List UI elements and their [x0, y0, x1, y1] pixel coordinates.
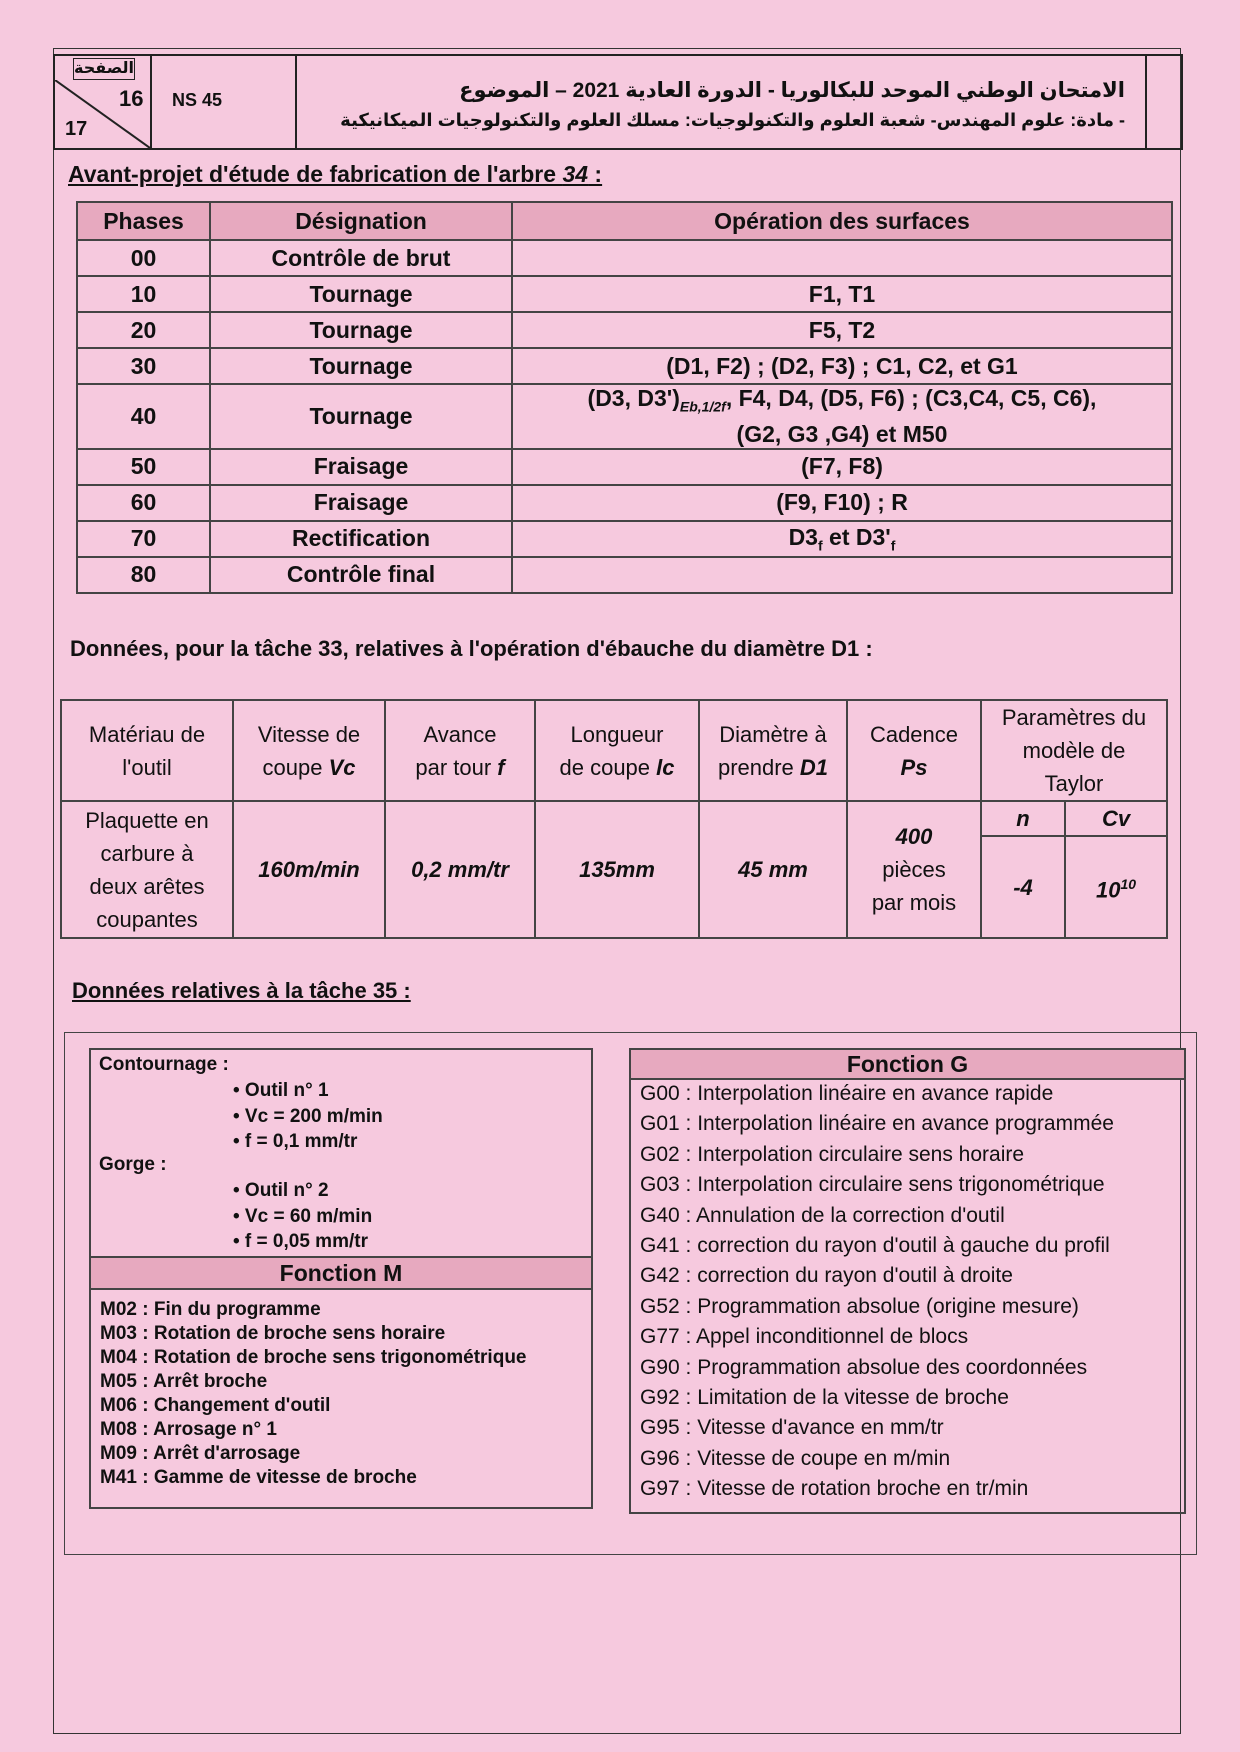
- designation-cell: Tournage: [210, 348, 512, 384]
- operation-text: et D3': [822, 523, 891, 550]
- phase-cell: 50: [77, 449, 210, 485]
- table-row: [77, 449, 1172, 485]
- list-item: G96 : Vitesse de coupe en m/min: [640, 1446, 951, 1470]
- page-number-cell: [55, 56, 152, 148]
- operation-cell: (F7, F8): [512, 449, 1172, 485]
- contournage-list: [233, 1078, 383, 1155]
- designation-cell: Contrôle final: [210, 557, 512, 593]
- col-header-cadence: [847, 700, 981, 801]
- m-codes-list: [100, 1298, 527, 1490]
- phases-table: [76, 201, 1173, 594]
- list-item: G00 : Interpolation linéaire en avance rapide: [640, 1082, 1054, 1105]
- col-header-designation: Désignation: [210, 202, 512, 240]
- table-row: [77, 384, 1172, 449]
- designation-cell: Fraisage: [210, 449, 512, 485]
- list-item: • Vc = 60 m/min: [233, 1205, 373, 1227]
- table-row: [77, 240, 1172, 276]
- list-item: G03 : Interpolation circulaire sens trigonométrique: [640, 1173, 1105, 1197]
- list-item: M05 : Arrêt broche: [100, 1371, 268, 1392]
- list-item: G90 : Programmation absolue des coordonnées: [640, 1355, 1088, 1379]
- exam-code-cell: [152, 56, 297, 148]
- gorge-list: [233, 1178, 372, 1255]
- value-text: 400: [895, 824, 933, 849]
- phase-cell: 10: [77, 276, 210, 312]
- operation-cell: (D1, F2) ; (D2, F3) ; C1, C2, et G1: [512, 348, 1172, 384]
- operation-text: (G2, G3 ,G4) et M50: [736, 420, 948, 447]
- operation-cell: F1, T1: [512, 276, 1172, 312]
- section1-heading: [68, 161, 602, 188]
- operation-cell: (F9, F10) ; R: [512, 485, 1172, 521]
- page-total: 17: [65, 118, 88, 140]
- ps-value: [847, 801, 981, 938]
- value-text: deux arêtes: [89, 873, 205, 899]
- value-text: par mois: [871, 890, 957, 915]
- operation-subscript: f: [817, 537, 823, 554]
- exam-title: الامتحان الوطني الموحد للبكالوريا - الدورة العادية 2021 – الموضوع: [459, 79, 1125, 102]
- table-row: [77, 557, 1172, 593]
- header-text: modèle de: [1022, 738, 1126, 763]
- header-text: Taylor: [1044, 771, 1104, 796]
- table-row: [77, 276, 1172, 312]
- fonction-g-title: Fonction G: [629, 1048, 1186, 1080]
- taylor-n-value: -4: [981, 836, 1065, 938]
- list-item: • Vc = 200 m/min: [233, 1105, 383, 1127]
- taylor-n-header: n: [981, 801, 1065, 836]
- value-text: coupantes: [96, 906, 198, 932]
- operation-cell: [512, 557, 1172, 593]
- col-header-taylor: [981, 700, 1167, 801]
- list-item: G97 : Vitesse de rotation broche en tr/min: [640, 1477, 1029, 1501]
- phase-cell: 80: [77, 557, 210, 593]
- header-text: par tour: [415, 754, 498, 780]
- designation-cell: Tournage: [210, 384, 512, 449]
- table-row: [61, 801, 1167, 836]
- phase-cell: 60: [77, 485, 210, 521]
- exam-header: [53, 54, 1183, 150]
- col-header-diametre: [699, 700, 847, 801]
- designation-cell: Contrôle de brut: [210, 240, 512, 276]
- header-symbol: f: [497, 754, 505, 780]
- section1-heading-text: Avant-projet d'étude de fabrication de l'arbre: [68, 161, 563, 187]
- operation-text: D3: [788, 523, 818, 550]
- lc-value: 135mm: [535, 801, 699, 938]
- list-item: M41 : Gamme de vitesse de broche: [100, 1467, 417, 1488]
- col-header-materiau: [61, 700, 233, 801]
- exam-subject: - مادة: علوم المهندس- شعبة العلوم والتكنولوجيات: مسلك العلوم والتكنولوجيات الميكانيكية: [340, 110, 1125, 130]
- operation-cell: [512, 521, 1172, 557]
- header-text: Cadence: [869, 721, 959, 747]
- list-item: G40 : Annulation de la correction d'outil: [640, 1203, 1005, 1227]
- list-item: M04 : Rotation de broche sens trigonométrique: [100, 1347, 527, 1368]
- table-row: [77, 312, 1172, 348]
- materiau-value: [61, 801, 233, 938]
- operation-subscript: f: [890, 537, 896, 554]
- operation-cell: F5, T2: [512, 312, 1172, 348]
- taylor-cv-header: Cv: [1065, 801, 1167, 836]
- value-text: 10: [1095, 877, 1121, 903]
- designation-cell: Tournage: [210, 312, 512, 348]
- exam-title-cell: [297, 56, 1147, 148]
- list-item: G52 : Programmation absolue (origine mesure): [640, 1294, 1079, 1318]
- header-text: prendre: [717, 754, 800, 780]
- list-item: • f = 0,05 mm/tr: [233, 1231, 368, 1252]
- list-item: G02 : Interpolation circulaire sens horaire: [640, 1142, 1025, 1166]
- operation-cell: [512, 384, 1172, 449]
- list-item: M03 : Rotation de broche sens horaire: [100, 1323, 446, 1344]
- phase-cell: 70: [77, 521, 210, 557]
- page-current: 16: [119, 86, 144, 111]
- list-item: M08 : Arrosage n° 1: [100, 1419, 277, 1440]
- header-text: coupe: [262, 754, 329, 780]
- f-value: 0,2 mm/tr: [385, 801, 535, 938]
- designation-cell: Fraisage: [210, 485, 512, 521]
- header-text: Longueur: [570, 721, 664, 747]
- list-item: • Outil n° 2: [233, 1180, 329, 1201]
- list-item: G95 : Vitesse d'avance en mm/tr: [640, 1416, 944, 1440]
- header-text: Matériau de: [88, 721, 206, 747]
- list-item: G41 : correction du rayon d'outil à gauche du profil: [640, 1234, 1110, 1258]
- table-header-row: [77, 202, 1172, 240]
- list-item: G01 : Interpolation linéaire en avance programmée: [640, 1112, 1114, 1136]
- list-item: G92 : Limitation de la vitesse de broche: [640, 1386, 1009, 1410]
- col-header-longueur: [535, 700, 699, 801]
- col-header-operation: Opération des surfaces: [512, 202, 1172, 240]
- vc-value: 160m/min: [233, 801, 385, 938]
- header-symbol: Vc: [328, 754, 356, 780]
- table-header-row: [61, 700, 1167, 801]
- d1-value: 45 mm: [699, 801, 847, 938]
- section1-heading-suffix: :: [588, 161, 603, 187]
- designation-cell: Tournage: [210, 276, 512, 312]
- taylor-cv-value: [1065, 836, 1167, 938]
- col-header-vc: [233, 700, 385, 801]
- list-item: M06 : Changement d'outil: [100, 1395, 331, 1416]
- col-header-avance: [385, 700, 535, 801]
- header-text: Vitesse de: [257, 721, 361, 747]
- operation-text: , F4, D4, (D5, F6) ; (C3,C4, C5, C6),: [725, 385, 1097, 411]
- gorge-label: Gorge :: [99, 1154, 167, 1175]
- value-text: Plaquette en: [85, 807, 209, 833]
- operation-cell: [512, 240, 1172, 276]
- fonction-m-title: Fonction M: [89, 1256, 593, 1290]
- phase-cell: 20: [77, 312, 210, 348]
- operation-text: (D3, D3'): [587, 385, 680, 411]
- list-item: G42 : correction du rayon d'outil à droite: [640, 1264, 1013, 1288]
- value-text: pièces: [882, 857, 946, 882]
- header-text: Paramètres du: [1001, 705, 1147, 730]
- exam-code: NS 45: [172, 90, 223, 110]
- list-item: M09 : Arrêt d'arrosage: [100, 1443, 301, 1464]
- list-item: • f = 0,1 mm/tr: [233, 1131, 358, 1152]
- table-row: [77, 521, 1172, 557]
- header-text: Avance: [423, 721, 497, 747]
- col-header-phases: Phases: [77, 202, 210, 240]
- section2-heading: Données, pour la tâche 33, relatives à l'opération d'ébauche du diamètre D1 :: [70, 636, 873, 661]
- operation-subscript: Eb,1/2f: [679, 398, 726, 415]
- header-symbol: D1: [799, 754, 829, 780]
- header-text: Diamètre à: [719, 721, 827, 747]
- g-codes-list: [640, 1079, 1114, 1505]
- page-label: الصفحة: [73, 58, 135, 80]
- section3-heading: Données relatives à la tâche 35 :: [72, 978, 411, 1003]
- phase-cell: 00: [77, 240, 210, 276]
- section1-heading-number: 34: [562, 161, 589, 187]
- header-symbol: Ps: [900, 754, 928, 780]
- value-exponent: 10: [1120, 875, 1137, 892]
- table-row: [77, 348, 1172, 384]
- value-text: carbure à: [100, 840, 194, 866]
- designation-cell: Rectification: [210, 521, 512, 557]
- phase-cell: 40: [77, 384, 210, 449]
- contournage-label: Contournage :: [99, 1054, 229, 1075]
- list-item: M02 : Fin du programme: [100, 1299, 321, 1320]
- phase-cell: 30: [77, 348, 210, 384]
- cutting-data-table: [60, 699, 1168, 939]
- list-item: G77 : Appel inconditionnel de blocs: [640, 1325, 969, 1349]
- list-item: • Outil n° 1: [233, 1080, 329, 1101]
- header-text: l'outil: [122, 754, 172, 780]
- table-row: [77, 485, 1172, 521]
- header-symbol: lc: [656, 754, 675, 780]
- header-text: de coupe: [559, 754, 657, 780]
